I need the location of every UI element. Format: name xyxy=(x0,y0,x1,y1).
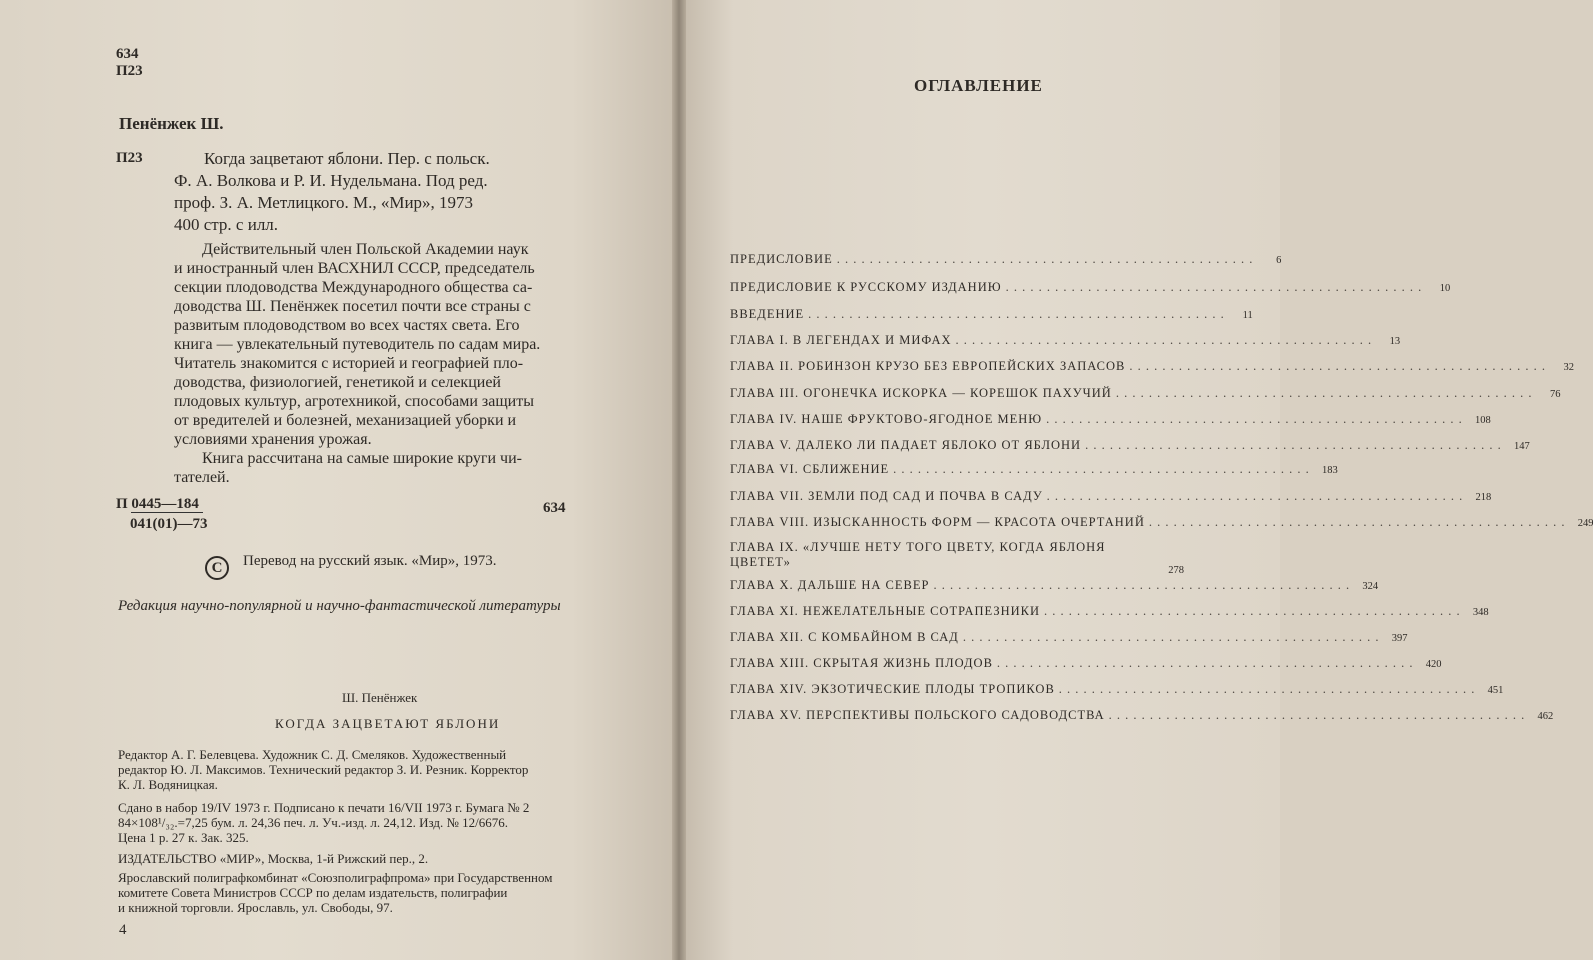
imprint-line: и книжной торговли. Ярославль, ул. Свободы, 97. xyxy=(118,900,393,915)
toc-entry xyxy=(730,412,1491,432)
copyright-text: Перевод на русский язык. «Мир», 1973. xyxy=(243,553,497,569)
book-author: Пенёнжек Ш. xyxy=(119,114,224,133)
biblio-line: 400 стр. с илл. xyxy=(174,215,279,234)
left-page xyxy=(0,0,672,960)
toc-entry xyxy=(730,489,1492,509)
toc-leader-dots: . . . . . . . . . . . . . . . . . . . . . . . . . . . . . . . . . . . . . . . . . . . . . . . . . . . xyxy=(1148,515,1566,529)
toc-entry-label: ГЛАВА II. РОБИНЗОН КРУЗО БЕЗ ЕВРОПЕЙСКИХ ЗАПАСОВ xyxy=(730,359,1126,373)
toc-leader-dots: . . . . . . . . . . . . . . . . . . . . . . . . . . . . . . . . . . . . . . . . . . . . . . . . . . . xyxy=(836,252,1254,266)
toc-leader-dots: . . . . . . . . . . . . . . . . . . . . . . . . . . . . . . . . . . . . . . . . . . . . . . . . . . . xyxy=(1129,359,1547,373)
toc-leader-dots: . . . . . . . . . . . . . . . . . . . . . . . . . . . . . . . . . . . . . . . . . . . . . . . . . . . xyxy=(1115,386,1533,400)
toc-entry-page: 348 xyxy=(1472,607,1489,618)
toc-entry xyxy=(730,682,1504,702)
copyright-icon: C xyxy=(205,556,229,580)
toc-entry-page: 324 xyxy=(1362,581,1379,592)
toc-leader-dots: . . . . . . . . . . . . . . . . . . . . . . . . . . . . . . . . . . . . . . . . . . . . . . . . . . . xyxy=(955,333,1373,347)
toc-entry-label: ГЛАВА V. ДАЛЕКО ЛИ ПАДАЕТ ЯБЛОКО ОТ ЯБЛОНИ xyxy=(730,438,1082,452)
imprint-print-data xyxy=(118,800,638,845)
toc-leader-dots: . . . . . . . . . . . . . . . . . . . . . . . . . . . . . . . . . . . . . . . . . . . . . . . . . . . xyxy=(996,656,1414,670)
annotation-line: книга — увлекательный путеводитель по садам мира. xyxy=(174,336,541,353)
toc-entry-label: ПРЕДИСЛОВИЕ xyxy=(730,252,833,266)
annotation-line: доводства Ш. Пенёнжек посетил почти все страны с xyxy=(174,298,531,315)
toc-entry-page: 249 xyxy=(1577,518,1593,529)
toc-entry-label: ГЛАВА XIV. ЭКЗОТИЧЕСКИЕ ПЛОДЫ ТРОПИКОВ xyxy=(730,682,1055,696)
toc-entry xyxy=(730,252,1282,272)
imprint-line: 84×108¹/₃₂.=7,25 бум. л. 24,36 печ. л. Уч.-изд. л. 24,12. Изд. № 12/6676. xyxy=(118,815,509,830)
toc-entry xyxy=(730,630,1408,650)
toc-leader-dots: . . . . . . . . . . . . . . . . . . . . . . . . . . . . . . . . . . . . . . . . . . . . . . . . . . . xyxy=(933,578,1351,592)
page-number: 4 xyxy=(119,922,127,938)
toc-entry-label: ГЛАВА XV. ПЕРСПЕКТИВЫ ПОЛЬСКОГО САДОВОДСТВА xyxy=(730,708,1105,722)
udk-bottom: П23 xyxy=(116,63,143,79)
biblio-line: Когда зацветают яблони. Пер. с польск. xyxy=(204,149,490,168)
annotation-line: тателей. xyxy=(174,469,230,486)
toc-entry xyxy=(730,333,1401,353)
annotation-line: Читатель знакомится с историей и географией пло- xyxy=(174,355,524,372)
toc-entry-label: ГЛАВА VII. ЗЕМЛИ ПОД САД И ПОЧВА В САДУ xyxy=(730,489,1043,503)
toc-entry xyxy=(730,386,1561,406)
toc-leader-dots: . . . . . . . . . . . . . . . . . . . . . . . . . . . . . . . . . . . . . . . . . . . . . . . . . . . xyxy=(808,307,1225,321)
toc-entry xyxy=(730,578,1379,598)
index-fraction-top xyxy=(116,496,203,513)
toc-entry-label: ГЛАВА VI. СБЛИЖЕНИЕ xyxy=(730,462,890,476)
book-gutter xyxy=(672,0,686,960)
toc-entry-page: 420 xyxy=(1425,659,1442,670)
toc-entry-page: 218 xyxy=(1475,492,1492,503)
toc-entry-label: ГЛАВА XII. С КОМБАЙНОМ В САД xyxy=(730,630,959,644)
annotation-line: условиями хранения урожая. xyxy=(174,431,372,448)
toc-leader-dots: . . . . . . . . . . . . . . . . . . . . . . . . . . . . . . . . . . . . . . . . . . . . . . . . . . . xyxy=(1046,489,1464,503)
toc-entry-label: ГЛАВА X. ДАЛЬШЕ НА СЕВЕР xyxy=(730,578,930,592)
annotation-line: Действительный член Польской Академии наук xyxy=(202,241,529,258)
imprint-line: редактор Ю. Л. Максимов. Технический редактор З. И. Резник. Корректор xyxy=(118,762,529,777)
toc-entry-page: 13 xyxy=(1389,336,1401,347)
toc-leader-dots: . . . . . . . . . . . . . . . . . . . . . . . . . . . . . . . . . . . . . . . . . . . . . . . . . . . xyxy=(1085,438,1502,452)
toc-leader-dots: . . . . . . . . . . . . . . . . . . . . . . . . . . . . . . . . . . . . . . . . . . . . . . . . . . . xyxy=(1044,604,1461,618)
toc-entry-page: 397 xyxy=(1391,633,1408,644)
toc-entry xyxy=(730,656,1442,676)
toc-entry-page: 183 xyxy=(1322,465,1338,476)
toc-entry-page: 11 xyxy=(1242,310,1253,321)
annotation-line: Книга рассчитана на самые широкие круги чи- xyxy=(202,450,522,467)
toc-entry-label: ГЛАВА XIII. СКРЫТАЯ ЖИЗНЬ ПЛОДОВ xyxy=(730,656,993,670)
editorial-department: Редакция научно-популярной и научно-фантастической литературы xyxy=(118,598,561,614)
toc-entry-page: 6 xyxy=(1276,255,1282,266)
annotation-line: и иностранный член ВАСХНИЛ СССР, председатель xyxy=(174,260,535,277)
annotation-line: доводства, физиологией, генетикой и селекцией xyxy=(174,374,501,391)
toc-entry-label: ГЛАВА XI. НЕЖЕЛАТЕЛЬНЫЕ СОТРАПЕЗНИКИ xyxy=(730,604,1040,618)
annotation xyxy=(174,240,586,487)
toc-leader-dots: . . . . . . . . . . . . . . . . . . . . . . . . . . . . . . . . . . . . . . . . . . . . . . . . . . . xyxy=(893,462,1310,476)
toc-leader-dots: . . . . . . . . . . . . . . . . . . . . . . . . . . . . . . . . . . . . . . . . . . . . . . . . . . . xyxy=(1058,682,1476,696)
toc-entry-page: 108 xyxy=(1474,415,1491,426)
udk-top: 634 xyxy=(116,46,139,62)
toc-title: ОГЛАВЛЕНИЕ xyxy=(914,76,1043,95)
imprint-line: Цена 1 р. 27 к. Зак. 325. xyxy=(118,830,249,845)
bibliographic-description xyxy=(174,148,586,236)
toc-entry-label: ГЛАВА I. В ЛЕГЕНДАХ И МИФАХ xyxy=(730,333,952,347)
imprint-title: КОГДА ЗАЦВЕТАЮТ ЯБЛОНИ xyxy=(275,716,501,731)
toc-entry-page: 147 xyxy=(1513,441,1530,452)
annotation-line: от вредителей и болезней, механизацией уборки и xyxy=(174,412,517,429)
imprint-line: Редактор А. Г. Белевцева. Художник С. Д. Смеляков. Художественный xyxy=(118,747,507,762)
author-code: П23 xyxy=(116,150,143,166)
toc-entry xyxy=(730,708,1554,728)
toc-entry xyxy=(730,307,1253,327)
imprint-line: Сдано в набор 19/IV 1973 г. Подписано к печати 16/VII 1973 г. Бумага № 2 xyxy=(118,800,530,815)
imprint-publisher: ИЗДАТЕЛЬСТВО «МИР», Москва, 1-й Рижский пер., 2. xyxy=(118,851,429,866)
toc-entry-label: ВВЕДЕНИЕ xyxy=(730,307,805,321)
toc-leader-dots: . . . . . . . . . . . . . . . . . . . . . . . . . . . . . . . . . . . . . . . . . . . . . . . . . . . xyxy=(1108,708,1526,722)
imprint-author: Ш. Пенёнжек xyxy=(342,690,418,705)
toc-entry-page: 462 xyxy=(1537,711,1554,722)
toc-entry xyxy=(730,604,1489,624)
toc-entry-page: 10 xyxy=(1439,283,1451,294)
toc-entry xyxy=(730,280,1451,300)
toc-entry xyxy=(730,359,1575,379)
imprint-line: К. Л. Водяницкая. xyxy=(118,777,218,792)
fraction-letter: П xyxy=(116,496,128,512)
fraction-numerator: 0445—184 xyxy=(131,496,203,513)
imprint-editors xyxy=(118,747,638,792)
toc-entry-page: 76 xyxy=(1549,389,1561,400)
toc-entry-label: ГЛАВА VIII. ИЗЫСКАННОСТЬ ФОРМ — КРАСОТА ОЧЕРТАНИЙ xyxy=(730,515,1145,529)
toc-entry-label: ГЛАВА IV. НАШЕ ФРУКТОВО-ЯГОДНОЕ МЕНЮ xyxy=(730,412,1043,426)
biblio-line: проф. З. А. Метлицкого. М., «Мир», 1973 xyxy=(174,193,474,212)
toc-entry-page: 278 xyxy=(1168,565,1184,576)
fraction-denominator: 041(01)—73 xyxy=(130,516,208,532)
toc-entry-page: 32 xyxy=(1563,362,1575,373)
toc-entry-label: ГЛАВА III. ОГОНЕЧКА ИСКОРКА — КОРЕШОК ПАХУЧИЙ xyxy=(730,386,1112,400)
toc-entry xyxy=(730,515,1593,535)
imprint-printer xyxy=(118,870,638,915)
toc-entry-label: ПРЕДИСЛОВИЕ К РУССКОМУ ИЗДАНИЮ xyxy=(730,280,1002,294)
toc-entry-label: ГЛАВА IX. «ЛУЧШЕ НЕТУ ТОГО ЦВЕТУ, КОГДА ЯБЛОНЯ ЦВЕТЕТ» xyxy=(730,540,1106,569)
toc-entry xyxy=(730,462,1338,482)
fraction-code: 634 xyxy=(543,500,566,516)
toc-leader-dots: . . . . . . . . . . . . . . . . . . . . . . . . . . . . . . . . . . . . . . . . . . . . . . . . . . . xyxy=(1046,412,1463,426)
biblio-line: Ф. А. Волкова и Р. И. Нудельмана. Под ред. xyxy=(174,171,488,190)
annotation-line: развитым плодоводством во всех частях света. Его xyxy=(174,317,520,334)
annotation-line: плодовых культур, агротехникой, способами защиты xyxy=(174,393,534,410)
toc-entry xyxy=(730,438,1530,458)
toc-leader-dots: . . . . . . . . . . . . . . . . . . . . . . . . . . . . . . . . . . . . . . . . . . . . . . . . . . . xyxy=(962,630,1380,644)
annotation-line: секции плодоводства Международного общества са- xyxy=(174,279,533,296)
imprint-line: комитете Совета Министров СССР по делам издательств, полиграфии xyxy=(118,885,508,900)
toc-entry-page: 451 xyxy=(1487,685,1504,696)
toc-entry xyxy=(730,540,1210,576)
imprint-line: Ярославский полиграфкомбинат «Союзполиграфпрома» при Государственном xyxy=(118,870,553,885)
toc-leader-dots: . . . . . . . . . . . . . . . . . . . . . . . . . . . . . . . . . . . . . . . . . . . . . . . . . . . xyxy=(1005,280,1423,294)
